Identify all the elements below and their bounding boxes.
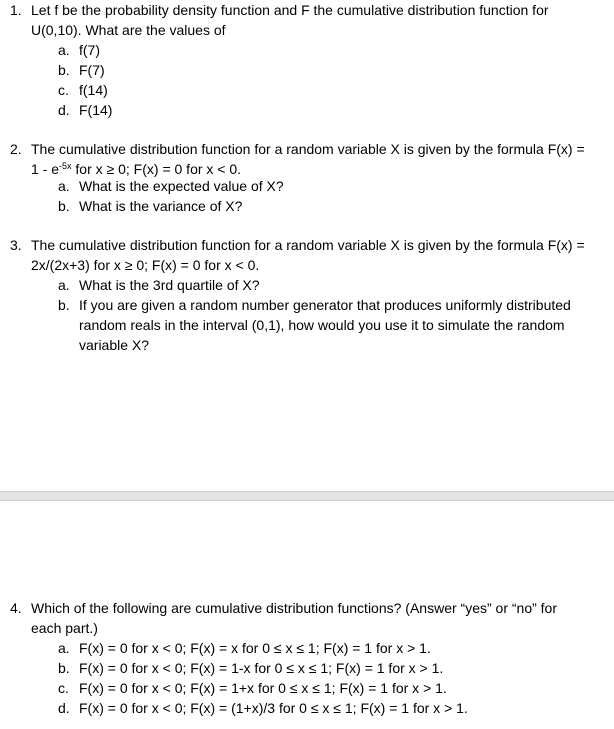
sub-question-list [0,40,614,120]
question-line: Which of the following are cumulative distribution functions? (Answer “yes” or “no” for [31,600,557,616]
sub-question [0,638,614,658]
question-line: each part.) [31,620,98,636]
formula-text: for x ≥ 0; F(x) = 0 for x < 0. [71,161,242,177]
sub-question-letter: d. [58,102,70,118]
question-line: The cumulative distribution function for a random variable X is given by the formula F(x) = [31,237,585,253]
sub-question-letter: b. [58,198,70,214]
sub-question-text: What is the variance of X? [79,198,243,214]
sub-question-text: F(7) [79,62,105,78]
sub-question [0,196,614,216]
sub-question-letter: a. [58,277,70,293]
sub-question-text: f(14) [79,82,108,98]
question-number: 1. [10,2,22,18]
sub-question-letter: a. [58,640,70,656]
question-text [31,598,609,638]
document-page-2 [0,501,614,729]
sub-question-text: F(x) = 0 for x < 0; F(x) = 1-x for 0 ≤ x ≤ 1; F(x) = 1 for x > 1. [79,660,444,676]
question-line: 2x/(2x+3) for x ≥ 0; F(x) = 0 for x < 0. [31,257,260,273]
question-number: 4. [10,600,22,616]
sub-question-text: What is the expected value of X? [79,178,284,194]
sub-question-text: F(x) = 0 for x < 0; F(x) = (1+x)/3 for 0 ≤ x ≤ 1; F(x) = 1 for x > 1. [79,700,468,716]
sub-question-text: F(x) = 0 for x < 0; F(x) = x for 0 ≤ x ≤ 1; F(x) = 1 for x > 1. [79,640,431,656]
sub-question [0,658,614,678]
question-text [31,139,609,179]
sub-question-letter: c. [58,680,69,696]
question-text [31,235,609,275]
sub-question-text: If you are given a random number generator that produces uniformly distributed random reals in the interval (0,1), how would you use it to simulate the random variable X? [79,297,571,353]
sub-question [0,678,614,698]
sub-question [0,275,614,295]
sub-question [0,40,614,60]
sub-question [0,80,614,100]
question-number: 3. [10,237,22,253]
question-line: Let f be the probability density function and F the cumulative distribution function for [31,2,549,18]
question-line: The cumulative distribution function for a random variable X is given by the formula F(x) = [31,141,585,157]
sub-question-letter: d. [58,700,70,716]
sub-question-text: F(x) = 0 for x < 0; F(x) = 1+x for 0 ≤ x ≤ 1; F(x) = 1 for x > 1. [79,680,447,696]
sub-question-letter: b. [58,62,70,78]
formula-exponent: -5x [59,161,72,171]
sub-question-list [0,176,614,216]
sub-question-letter: a. [58,178,70,194]
sub-question-list [0,275,614,355]
sub-question-letter: a. [58,42,70,58]
sub-question-text: What is the 3rd quartile of X? [79,277,260,293]
sub-question-letter: c. [58,82,69,98]
sub-question [0,176,614,196]
sub-question-list [0,638,614,718]
sub-question [0,60,614,80]
sub-question [0,295,614,355]
sub-question [0,698,614,718]
sub-question-text: f(7) [79,42,100,58]
formula-text: 1 - e [31,161,60,177]
question-text [31,0,609,40]
sub-question-text: F(14) [79,102,113,118]
question-number: 2. [10,141,22,157]
sub-question-letter: b. [58,297,70,313]
page-break-divider [0,491,614,501]
sub-question [0,100,614,120]
sub-question-letter: b. [58,660,70,676]
question-line: U(0,10). What are the values of [31,22,226,38]
